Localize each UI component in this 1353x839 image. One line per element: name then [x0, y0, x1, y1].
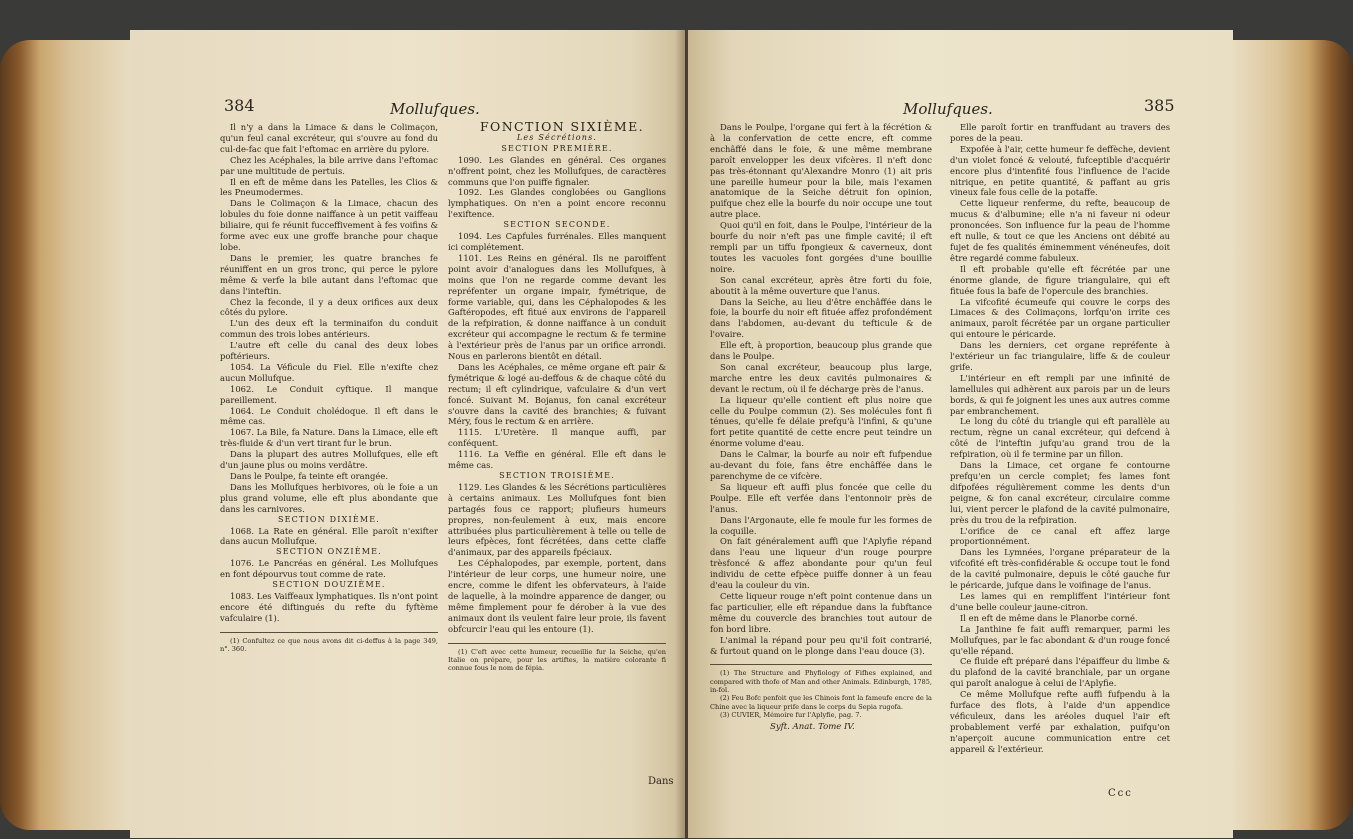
paragraph: L'animal la répand pour peu qu'il foit contrarié, & furtout quand on le plonge dans l'eau douce (3).: [710, 634, 932, 656]
footnote: (1) The Structure and Phyfiology of Fifhes explained, and compared with thofe of Man and other Animals. Edinburgh, 1785, in-fol.: [710, 669, 932, 694]
footnote-rule: [448, 643, 666, 644]
right-page: [688, 30, 1233, 838]
paragraph: 1092. Les Glandes conglobées ou Ganglions lymphatiques. On n'en a point encore reconnu l'exiftence.: [448, 187, 666, 220]
paragraph: Chez la feconde, il y a deux orifices aux deux côtés du pylore.: [220, 296, 438, 318]
paragraph: L'autre eft celle du canal des deux lobes poftérieurs.: [220, 340, 438, 362]
paragraph: 1068. La Rate en général. Elle paroît n'exifter dans aucun Mollufque.: [220, 525, 438, 547]
catchword: Dans: [648, 776, 674, 787]
paragraph: Elle paroît fortir en tranffudant au travers des pores de la peau.: [950, 122, 1170, 143]
paragraph: Dans l'Argonaute, elle fe moule fur les formes de la coquille.: [710, 514, 932, 536]
paragraph: Il en eft de même dans les Patelles, les Clios & les Pneumodermes.: [220, 176, 438, 198]
left-page: [130, 30, 685, 838]
paragraph: Expofée à l'air, cette humeur fe deffèche, devient d'un violet foncé & velouté, fufceptible d'acquérir encore plus d'intenfité fous l'influence de l'acide nitrique, en petite quantité, & paffant au gris vineux fale fous celle de la potaffe.: [950, 143, 1170, 198]
right-column-2: [950, 122, 1170, 755]
paragraph: Cette liqueur renferme, du refte, beaucoup de mucus & d'albumine; elle n'a ni faveur ni odeur prononcées. Son influence fur la peau de l'homme eft nulle, & tout ce que les Anciens ont débité au fujet de fes qualités éminemment vénéneufes, doit être regardé comme fabuleux.: [950, 198, 1170, 263]
right-running-head: Mollufques.: [903, 100, 993, 118]
paragraph: Sa liqueur eft auffi plus foncée que celle du Poulpe. Elle eft verfée dans l'entonnoir près de l'anus.: [710, 481, 932, 514]
paragraph: 1067. La Bile, fa Nature. Dans la Limace, elle eft très-fluide & d'un vert tirant fur le brun.: [220, 427, 438, 449]
right-page-edges: [1233, 40, 1353, 830]
paragraph: Dans les Lymnées, l'organe préparateur de la vifcofité eft très-confidérable & occupe tout le fond de la cavité pulmonaire, depuis le côté gauche fur le péricarde, jufque dans le voifinage de l'anus.: [950, 547, 1170, 591]
paragraph: Son canal excréteur, beaucoup plus large, marche entre les deux cavités pulmonaires & devant le rectum, où il fe décharge près de l'anus.: [710, 361, 932, 394]
paragraph: Dans le Calmar, la bourfe au noir eft fufpendue au-devant du foie, fans être enchâffée dans le parenchyme de ce vifcère.: [710, 449, 932, 481]
paragraph: 1116. La Veffie en général. Elle eft dans le même cas.: [448, 449, 666, 471]
footnote: (2) Feu Bofc penfoit que les Chinois font la fameufe encre de la Chine avec la liqueur prife dans le corps du Sepia rugofa.: [710, 694, 932, 711]
paragraph: Quoi qu'il en foit, dans le Poulpe, l'intérieur de la bourfe du noir n'eft pas une fimple cavité; il eft rempli par un tiffu fpongieux & caverneux, dont toutes les vacuoles font gorgées d'une bouillie noire.: [710, 220, 932, 274]
footnote-rule: [220, 632, 438, 633]
paragraph: Dans le Poulpe, l'organe qui fert à la fécrétion & à la confervation de cette encre, eft comme enchâffé dans le foie, & une même membrane paroît envelopper les deux vifcères. Il n'eft donc pas très-étonnant qu'Alexandre Monro (1) ait pris une pareille humeur pour la bile, mais l'examen anatomique de la Seiche détruit fon opinion, puifque chez elle la bourfe du noir occupe une tout autre place.: [710, 122, 932, 220]
chapter-heading: FONCTION SIXIÈME.: [479, 119, 645, 134]
paragraph: Ce même Mollufque refte auffi fufpendu à la furface des flots, à l'aide d'un appendice véficuleux, dans les aréoles duquel l'air eft probablement verfé par exhalation, puifqu'on n'aperçoit aucune communication entre cet appareil & l'extérieur.: [950, 689, 1170, 754]
paragraph: 1062. Le Conduit cyftique. Il manque pareillement.: [220, 383, 438, 405]
left-column-2: [448, 119, 666, 673]
section-heading: SECTION TROISIÈME.: [499, 471, 615, 480]
paragraph: L'intérieur en eft rempli par une infinité de lamellules qui adhèrent aux parois par un de leurs bords, & qui fe joignent les unes aux autres comme par embranchement.: [950, 372, 1170, 416]
paragraph: Elle eft, à proportion, beaucoup plus grande que dans le Poulpe.: [710, 340, 932, 362]
paragraph: Son canal excréteur, après être forti du foie, aboutit à la même ouverture que l'anus.: [710, 274, 932, 296]
signature-line: Syft. Anat. Tome IV.: [770, 722, 855, 733]
right-column-1: [710, 122, 932, 731]
paragraph: Le long du côté du triangle qui eft parallèle au rectum, règne un canal excréteur, qui defcend à côté de l'inteftin jufqu'au grand trou de la refpiration, où il fe termine par un fillon.: [950, 416, 1170, 460]
left-running-head: Mollufques.: [390, 100, 480, 118]
paragraph: Il n'y a dans la Limace & dans le Colimaçon, qu'un feul canal excréteur, qui s'ouvre au fond du cul-de-fac que fait l'eftomac en arrière du pylore.: [220, 122, 438, 154]
paragraph: L'un des deux eft la terminaifon du conduit commun des trois lobes antérieurs.: [220, 318, 438, 340]
chapter-subheading: Les Sécrétions.: [516, 132, 598, 142]
footnote: (1) Confultez ce que nous avons dit ci-deffus à la page 349, n°. 360.: [220, 636, 438, 653]
paragraph: Chez les Acéphales, la bile arrive dans l'eftomac par une multitude de pertuis.: [220, 154, 438, 176]
paragraph: L'orifice de ce canal eft affez large proportionnément.: [950, 525, 1170, 547]
left-page-number: 384: [224, 96, 255, 115]
paragraph: 1101. Les Reins en général. Ils ne paroiffent point avoir d'analogues dans les Mollufques, à moins que l'on ne regarde comme devant les repréfenter un organe impair, fymétrique, de forme variable, qui, dans les Céphalopodes & les Gaftéropodes, eft fitué aux environs de l'appareil de la refpiration, & donne naiffance à un conduit excréteur qui accompagne le rectum & fe termine à l'extérieur près de l'anus par un orifice arrondi. Nous en parlerons bientôt en détail.: [448, 252, 666, 362]
paragraph: La Janthine fe fait auffi remarquer, parmi les Mollufques, par le fac abondant & d'un rouge foncé qu'elle répand.: [950, 623, 1170, 656]
paragraph: Dans la Limace, cet organe fe contourne prefqu'en un cercle complet; fes lames font difpofées régulièrement comme les dents d'un peigne, & fon canal excréteur, circulaire comme lui, vient percer le plafond de la cavité pulmonaire, près du trou de la refpiration.: [950, 460, 1170, 525]
signature-mark: Ccc: [1108, 788, 1133, 799]
paragraph: Dans la Seiche, au lieu d'être enchâffée dans le foie, la bourfe du noir eft fituée affez profondément dans l'abdomen, au-devant du tefticule & de l'ovaire.: [710, 296, 932, 340]
left-page-edges: [0, 40, 130, 830]
section-heading: SECTION SECONDE.: [503, 220, 611, 230]
paragraph: 1094. Les Capfules furrénales. Elles manquent ici complétement.: [448, 231, 666, 252]
section-heading: SECTION DIXIÈME.: [277, 514, 381, 524]
footnote-rule: [710, 664, 932, 665]
paragraph: Dans le Poulpe, fa teinte eft orangée.: [230, 471, 388, 481]
paragraph: Il eft probable qu'elle eft fécrétée par une énorme glande, de figure triangulaire, qui eft fituée fous la bafe de l'opercule des branchies.: [950, 263, 1170, 296]
paragraph: La vifcofité écumeufe qui couvre le corps des Limaces & des Colimaçons, lorfqu'on irrite ces animaux, paroît fécrétée par un organe particulier qui entoure le péricarde.: [950, 296, 1170, 340]
paragraph: 1115. L'Uretère. Il manque auffi, par conféquent.: [448, 427, 666, 449]
paragraph: On fait généralement auffi que l'Aplyfie répand dans l'eau une liqueur d'un rouge pourpre trèsfoncé & affez abondante pour qu'un feul individu de cette efpèce puiffe donner à un feau d'eau la couleur du vin.: [710, 536, 932, 591]
paragraph: Il en eft de même dans le Planorbe corné.: [960, 612, 1138, 623]
paragraph: Dans le premier, les quatre branches fe réuniffent en un gros tronc, qui perce le pylore même & verfe la bile autant dans l'eftomac que dans l'inteftin.: [220, 252, 438, 296]
left-column-1: [220, 122, 438, 653]
paragraph: 1090. Les Glandes en général. Ces organes n'offrent point, chez les Mollufques, de caractères communs que l'on puiffe fignaler.: [448, 154, 666, 187]
paragraph: 1076. Le Pancréas en général. Les Mollufques en font dépourvus tout comme de rate.: [220, 558, 438, 580]
paragraph: 1064. Le Conduit cholédoque. Il eft dans le même cas.: [220, 405, 438, 427]
paragraph: Les Céphalopodes, par exemple, portent, dans l'intérieur de leur corps, une humeur noire, une encre, comme le difent les obfervateurs, à l'aide de laquelle, à la moindre apparence de danger, ou même fimplement pour fe dérober à la vue des animaux dont ils veulent faire leur proie, ils favent obfcurcir l'eau qui les entoure (1).: [448, 558, 666, 634]
paragraph: Dans les derniers, cet organe repréfente à l'extérieur un fac triangulaire, liffe & de couleur grife.: [950, 340, 1170, 372]
paragraph: 1083. Les Vaiffeaux lymphatiques. Ils n'ont point encore été diftingués du refte du fyftème vafculaire (1).: [220, 590, 438, 623]
paragraph: Cette liqueur rouge n'eft point contenue dans un fac particulier, elle eft répandue dans la fubftance même du couvercle des branchies tout autour de fon bord libre.: [710, 590, 932, 634]
paragraph: Dans les Acéphales, ce même organe eft pair & fymétrique & logé au-deffous & de chaque côté du rectum; il eft cylindrique, vafculaire & d'un vert foncé. Suivant M. Bojanus, fon canal excréteur s'ouvre dans la cavité des branchies; & fuivant Méry, fous le rectum & en arrière.: [448, 361, 666, 427]
paragraph: Dans la plupart des autres Mollufques, elle eft d'un jaune plus ou moins verdâtre.: [220, 449, 438, 471]
paragraph: 1054. La Véficule du Fiel. Elle n'exifte chez aucun Mollufque.: [220, 361, 438, 383]
section-heading: SECTION DOUZIÈME.: [272, 580, 386, 590]
paragraph: 1129. Les Glandes & les Sécrétions particulières à certains animaux. Les Mollufques font bien partagés fous ce rapport; plufieurs humeurs propres, non-feulement à eux, mais encore attribuées plus particulièrement à telle ou telle de leurs efpèces, font fécrétées, dans cette claffe d'animaux, par des appareils fpéciaux.: [448, 481, 666, 558]
paragraph: La liqueur qu'elle contient eft plus noire que celle du Poulpe commun (2). Ses molécules font fi ténues, qu'elle fe délaie prefqu'à l'infini, & qu'une fort petite quantité de cette encre peut teindre un énorme volume d'eau.: [710, 394, 932, 449]
footnote: (3) CUVIER, Mémoire fur l'Aplyfie, pag. 7.: [720, 710, 862, 719]
paragraph: Dans les Mollufques herbivores, où le foie a un plus grand volume, elle eft plus abondante que dans les carnivores.: [220, 481, 438, 514]
right-page-number: 385: [1144, 96, 1175, 115]
paragraph: Dans le Colimaçon & la Limace, chacun des lobules du foie donne naiffance à un petit vaiffeau biliaire, qui fe réunit fucceffivement à fes voifins & forme avec eux une groffe branche pour chaque lobe.: [220, 198, 438, 252]
paragraph: Les lames qui en rempliffent l'intérieur font d'une belle couleur jaune-citron.: [950, 590, 1170, 612]
section-heading: SECTION ONZIÈME.: [276, 547, 382, 557]
section-heading: SECTION PREMIÈRE.: [501, 143, 613, 153]
paragraph: Ce fluide eft préparé dans l'épaiffeur du limbe & du plafond de la cavité branchiale, par un organe qui paroît analogue à celui de l'Aplyfie.: [950, 656, 1170, 689]
footnote: (1) C'eft avec cette humeur, recueillie fur la Seiche, qu'en Italie on prépare, pour les artiftes, la matière colorante fi connue fous le nom de fépia.: [448, 647, 666, 673]
